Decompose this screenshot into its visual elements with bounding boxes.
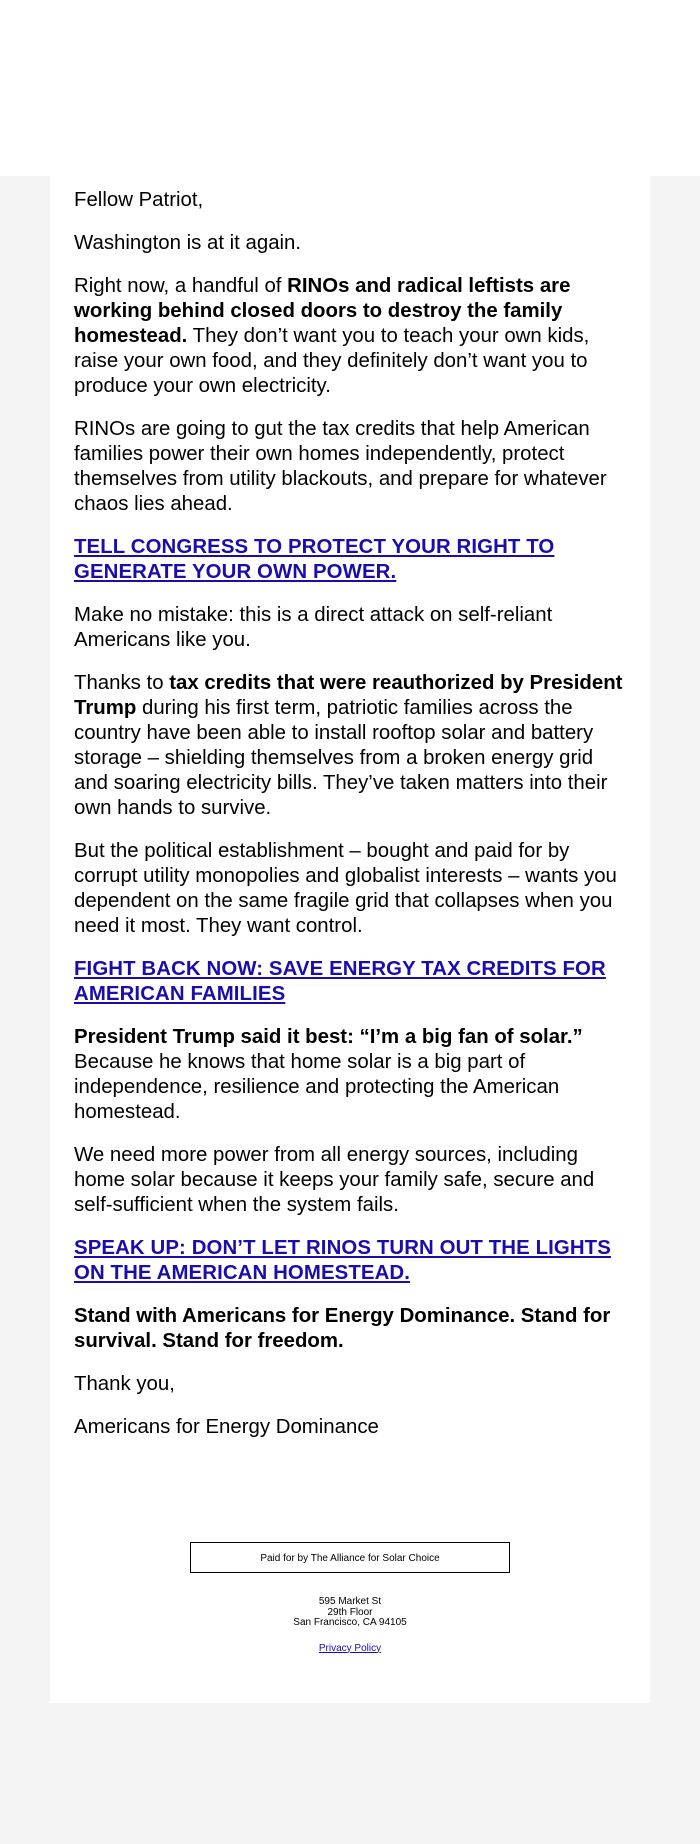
- email-content: [74, 188, 626, 1458]
- paragraph-thanks-trump: [74, 671, 626, 821]
- paid-for-disclaimer: Paid for by The Alliance for Solar Choice: [190, 1542, 510, 1573]
- paragraph-establishment: But the political establishment – bought and paid for by corrupt utility monopolies and globalist interests – wants you dependent on the same fragile grid that collapses when you need it most. They want control.: [74, 840, 617, 937]
- closing: Thank you,: [74, 1373, 175, 1395]
- email-body-card: [50, 176, 650, 1703]
- paragraph-intro: Washington is at it again.: [74, 232, 302, 254]
- paragraph-rinos-lead: Right now, a handful of: [74, 275, 288, 297]
- address-line-floor: 29th Floor: [327, 1606, 373, 1618]
- address-line-street: 595 Market St: [318, 1596, 382, 1607]
- paragraph-rinos-rest: They don’t want you to teach your own kids, raise your own food, and they definitely don’t want you to produce your own electricity.: [74, 325, 590, 397]
- paragraph-trump-quote: [74, 1025, 626, 1125]
- signature: Americans for Energy Dominance: [74, 1416, 379, 1438]
- mailing-address: [50, 1597, 650, 1629]
- paragraph-direct-attack: Make no mistake: this is a direct attack on self-reliant Americans like you.: [74, 604, 553, 651]
- paragraph-rinos-bold: RINOs and radical leftists are working behind closed doors to destroy the family homestead.: [74, 275, 571, 347]
- paragraph-stand-with: [74, 1304, 626, 1354]
- paragraph-thanks-bold: tax credits that were reauthorized by President Trump: [74, 672, 623, 719]
- cta-link-speak-up[interactable]: SPEAK UP: DON’T LET RINOS TURN OUT THE LIGHTS ON THE AMERICAN HOMESTEAD.: [74, 1237, 611, 1284]
- paragraph-stand-bold: Stand with Americans for Energy Dominance. Stand for survival. Stand for freedom.: [74, 1305, 611, 1352]
- paragraph-more-power: We need more power from all energy sources, including home solar because it keeps your family safe, secure and self-sufficient when the system fails.: [74, 1144, 595, 1216]
- paragraph-rinos: [74, 274, 626, 399]
- paragraph-quote-rest: Because he knows that home solar is a big part of independence, resilience and protecting the American homestead.: [74, 1051, 560, 1123]
- paragraph-quote-bold: President Trump said it best: “I’m a big fan of solar.”: [74, 1026, 583, 1048]
- paragraph-thanks-rest: during his first term, patriotic families across the country have been able to install rooftop solar and battery storage – shielding themselves from a broken energy grid and soaring electricity bills. They’ve taken matters into their own hands to survive.: [74, 697, 608, 819]
- email-footer: [50, 1542, 650, 1654]
- privacy-policy-link[interactable]: Privacy Policy: [318, 1642, 382, 1654]
- paragraph-tax-credits: RINOs are going to gut the tax credits that help American families power their own homes independently, protect themselves from utility blackouts, and prepare for whatever chaos lies ahead.: [74, 418, 607, 515]
- salutation: Fellow Patriot,: [74, 189, 204, 211]
- address-line-city: San Francisco, CA 94105: [293, 1617, 407, 1628]
- cta-link-fight-back[interactable]: FIGHT BACK NOW: SAVE ENERGY TAX CREDITS FOR AMERICAN FAMILIES: [74, 958, 606, 1005]
- paragraph-thanks-lead: Thanks to: [74, 672, 170, 694]
- email-header-area: [0, 0, 700, 176]
- cta-link-tell-congress[interactable]: TELL CONGRESS TO PROTECT YOUR RIGHT TO GENERATE YOUR OWN POWER.: [74, 536, 555, 583]
